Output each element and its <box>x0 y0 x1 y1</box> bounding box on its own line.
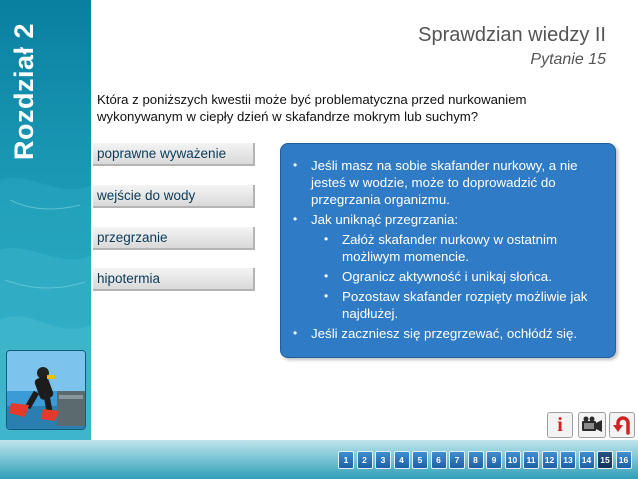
page-button-12[interactable]: 12 <box>542 451 558 469</box>
page-button-16[interactable]: 16 <box>616 451 632 469</box>
explanation-item <box>291 325 607 342</box>
explanation-item <box>291 211 607 228</box>
video-button[interactable] <box>578 412 606 438</box>
page-button-3[interactable]: 3 <box>375 451 391 469</box>
page-navigation <box>338 451 634 469</box>
diver-illustration <box>7 351 86 430</box>
explanation-subitem <box>291 268 607 285</box>
page-button-11[interactable]: 11 <box>523 451 539 469</box>
page-button-15-current[interactable]: 15 <box>597 451 613 469</box>
explanation-box <box>280 143 616 358</box>
return-button[interactable] <box>609 412 635 438</box>
bullet: • <box>324 232 329 246</box>
answer-option-1[interactable]: poprawne wyważenie <box>93 143 255 166</box>
page-title: Sprawdzian wiedzy II <box>418 24 606 46</box>
bullet: • <box>324 289 329 303</box>
question-text: Która z poniższych kwestii może być problematyczna przed nurkowaniem wykonywanym w ciepły dzień w skafandrze mokrym lub suchym? <box>97 92 527 124</box>
answer-option-2[interactable]: wejście do wody <box>93 185 255 208</box>
answer-option-4[interactable]: hipotermia <box>93 268 255 291</box>
explanation-subitem-text: Pozostaw skafander rozpięty możliwie jak najdłużej. <box>342 289 588 321</box>
explanation-subitem <box>291 231 607 265</box>
bullet: • <box>293 326 298 340</box>
explanation-list <box>291 157 607 342</box>
page-button-2[interactable]: 2 <box>357 451 373 469</box>
question-number: Pytanie 15 <box>530 51 606 68</box>
bullet: • <box>324 269 329 283</box>
answer-option-3[interactable]: przegrzanie <box>93 227 255 250</box>
film-camera-icon <box>579 413 605 437</box>
explanation-subitem-text: Załóż skafander nurkowy w ostatnim możliwym momencie. <box>342 232 558 264</box>
chapter-sidebar <box>0 0 91 440</box>
bullet: • <box>293 158 298 172</box>
chapter-title: Rozdział 2 <box>9 22 39 160</box>
page-button-6[interactable]: 6 <box>431 451 447 469</box>
info-button[interactable]: i <box>547 412 573 438</box>
explanation-subitem <box>291 288 607 322</box>
diver-photo <box>6 350 86 430</box>
page-button-7[interactable]: 7 <box>449 451 465 469</box>
page-button-9[interactable]: 9 <box>486 451 502 469</box>
explanation-item-text: Jeśli masz na sobie skafander nurkowy, a nie jesteś w wodzie, może to doprowadzić do przegrzania organizmu. <box>311 158 578 207</box>
page-button-4[interactable]: 4 <box>394 451 410 469</box>
explanation-subitem-text: Ogranicz aktywność i unikaj słońca. <box>342 269 552 284</box>
page-button-5[interactable]: 5 <box>412 451 428 469</box>
page-button-14[interactable]: 14 <box>579 451 595 469</box>
return-arrow-icon <box>610 413 634 437</box>
explanation-item <box>291 157 607 208</box>
explanation-item-text: Jak uniknąć przegrzania: <box>311 212 459 227</box>
explanation-item-text: Jeśli zaczniesz się przegrzewać, ochłódź się. <box>311 326 578 341</box>
bullet: • <box>293 212 298 226</box>
page-button-13[interactable]: 13 <box>560 451 576 469</box>
page-button-10[interactable]: 10 <box>505 451 521 469</box>
page-button-1[interactable]: 1 <box>338 451 354 469</box>
page-button-8[interactable]: 8 <box>468 451 484 469</box>
